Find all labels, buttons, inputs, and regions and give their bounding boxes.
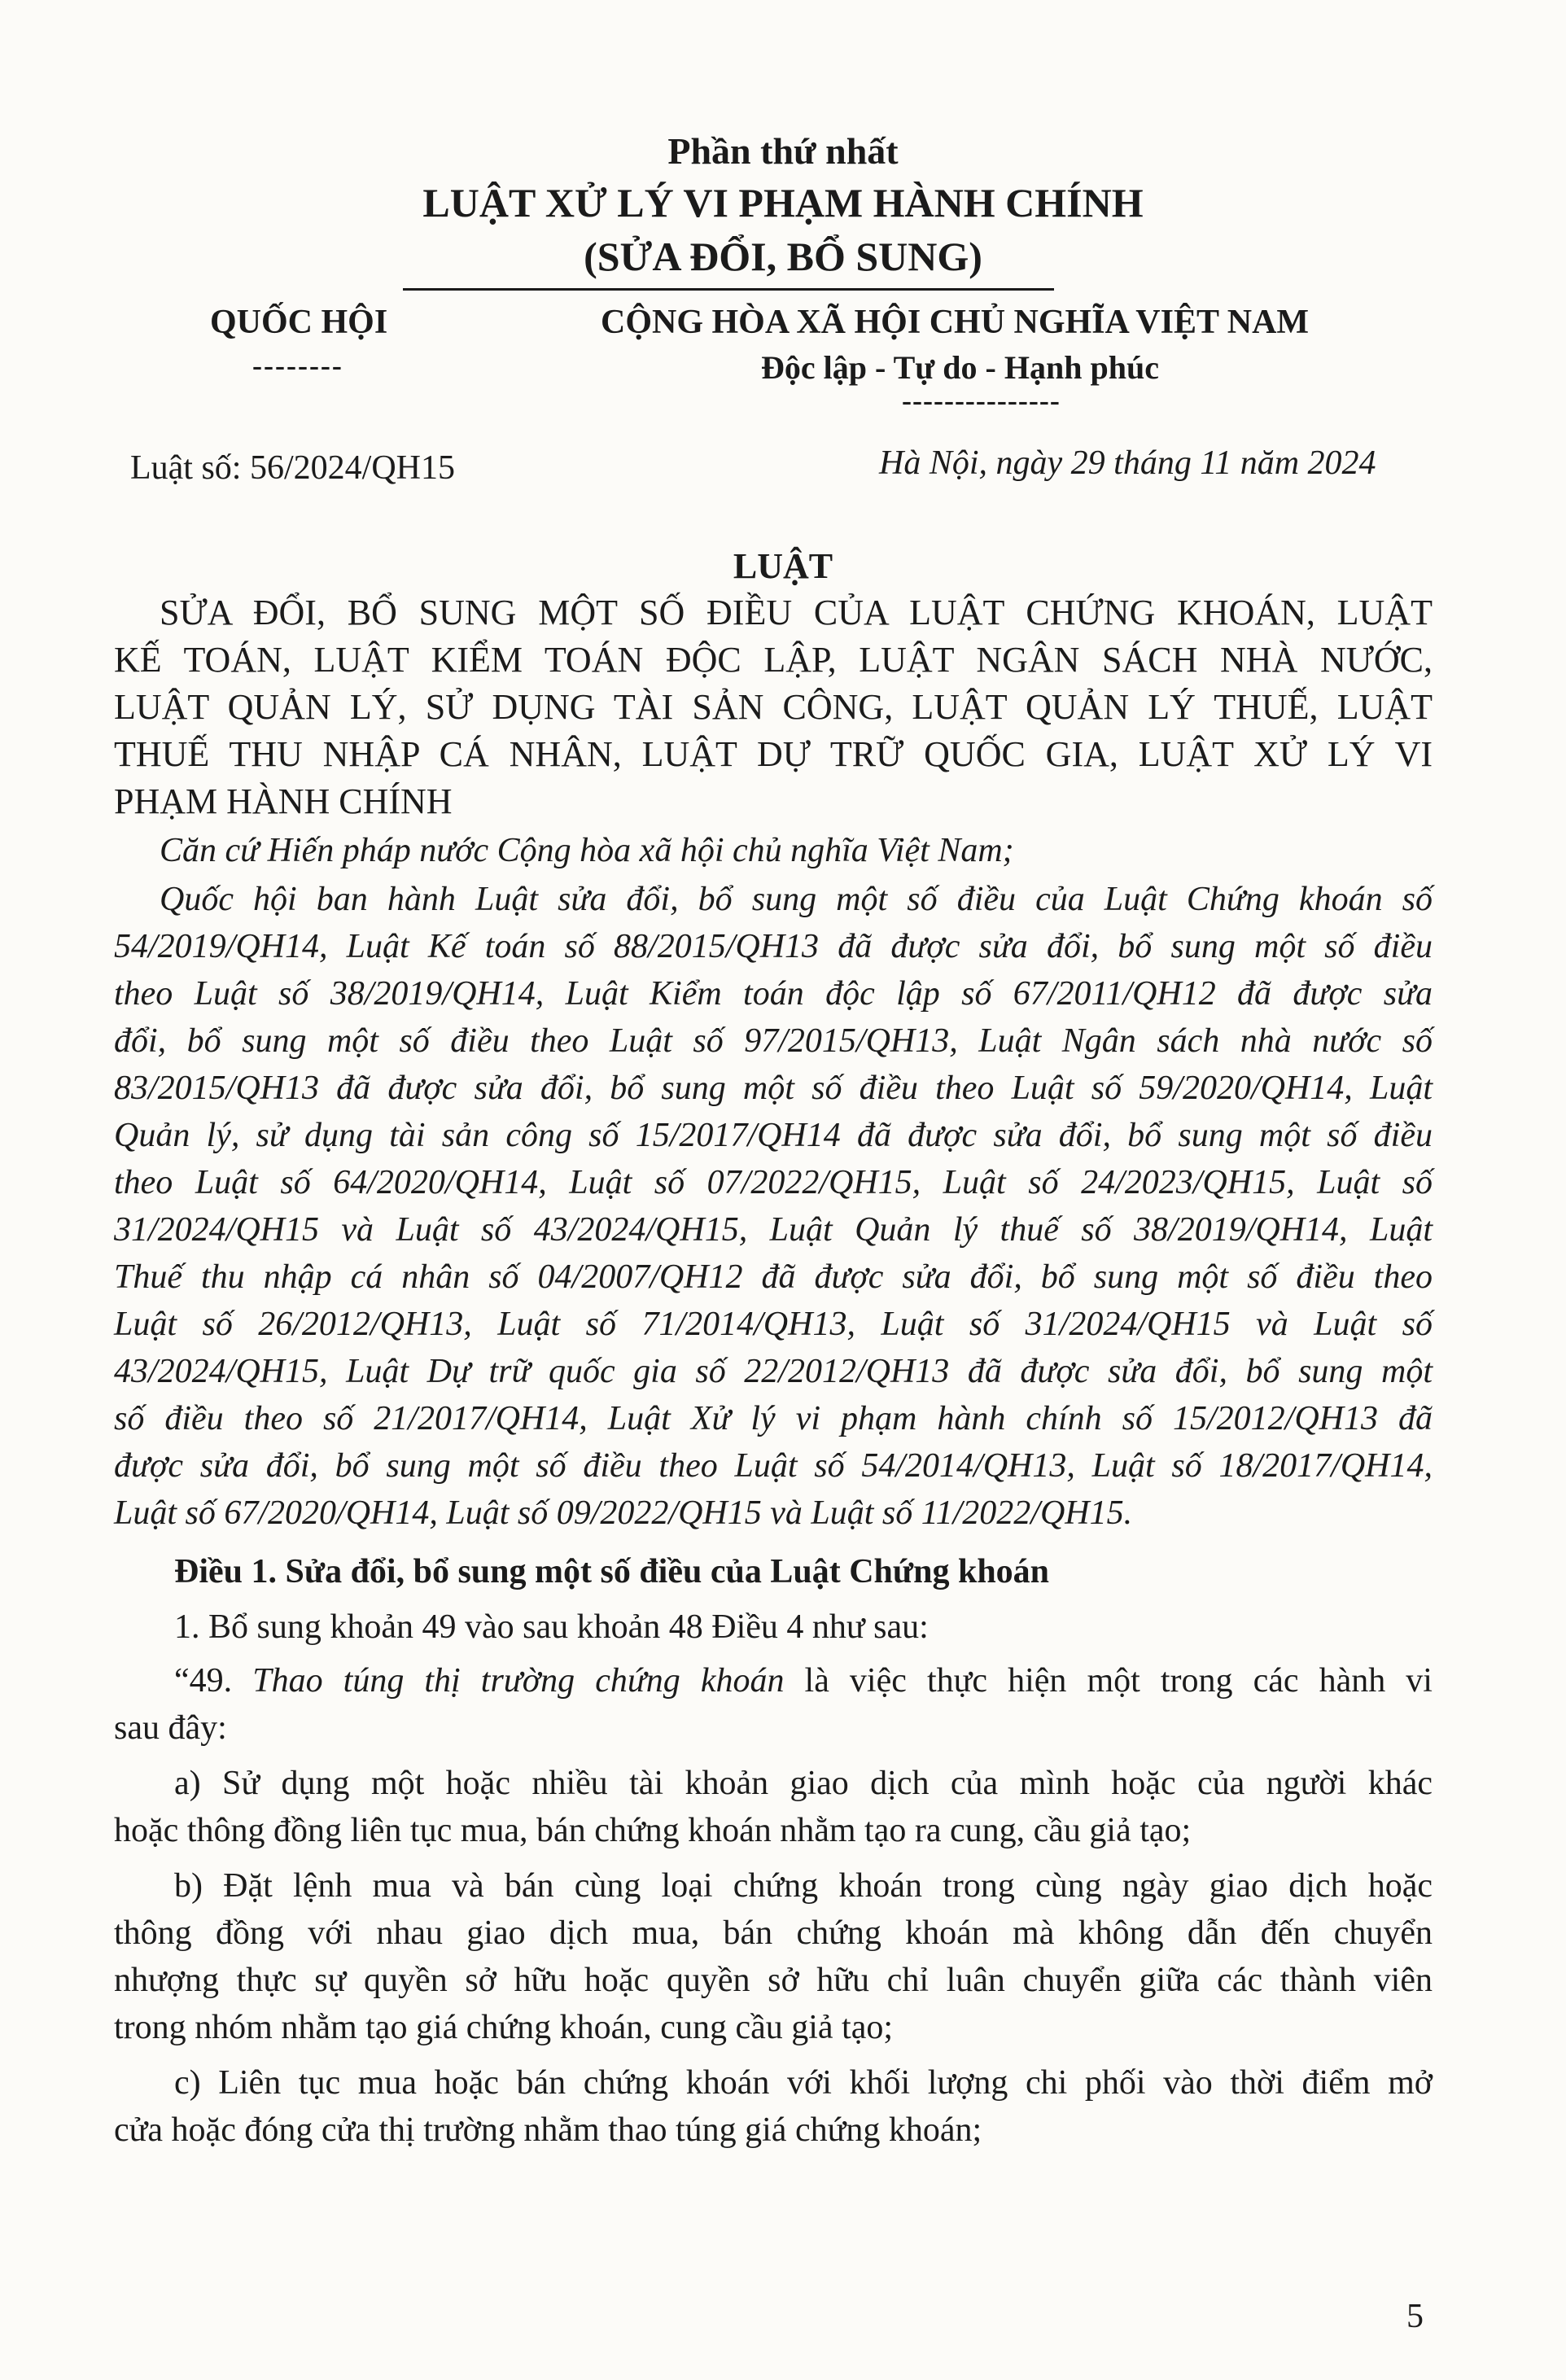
country-name: CỘNG HÒA XÃ HỘI CHỦ NGHĨA VIỆT NAM xyxy=(601,304,1310,341)
preamble-line: 31/2024/QH15 và Luật số 43/2024/QH15, Luật Quản lý thuế số 38/2019/QH14, Luật xyxy=(114,1211,1433,1249)
preamble-line: đổi, bổ sung một số điều theo Luật số 97/2015/QH13, Luật Ngân sách nhà nước số xyxy=(114,1022,1433,1060)
doc-type: LUẬT xyxy=(733,546,833,586)
doc-title-line: SỬA ĐỔI, BỔ SUNG MỘT SỐ ĐIỀU CỦA LUẬT CHỨNG KHOÁN, LUẬT xyxy=(160,593,1433,632)
point-a-line: a) Sử dụng một hoặc nhiều tài khoản giao dịch của mình hoặc của người khác xyxy=(174,1765,1433,1802)
preamble-basis: Căn cứ Hiến pháp nước Cộng hòa xã hội chủ nghĩa Việt Nam; xyxy=(160,832,1014,869)
law-title: LUẬT XỬ LÝ VI PHẠM HÀNH CHÍNH xyxy=(422,180,1144,225)
preamble-line: theo Luật số 38/2019/QH14, Luật Kiểm toán độc lập số 67/2011/QH12 đã được sửa xyxy=(114,975,1433,1013)
point-b-line: nhượng thực sự quyền sở hữu hoặc quyền sở hữu chỉ luân chuyển giữa các thành viên xyxy=(114,1962,1433,1999)
page-number: 5 xyxy=(1406,2298,1424,2335)
doc-title-line: PHẠM HÀNH CHÍNH xyxy=(114,781,453,821)
issuer-name: QUỐC HỘI xyxy=(210,304,388,341)
preamble-line: 83/2015/QH13 đã được sửa đổi, bổ sung một số điều theo Luật số 59/2020/QH14, Luật xyxy=(114,1070,1433,1107)
item-49-term: Thao túng thị trường chứng khoán xyxy=(252,1662,785,1700)
preamble-line: Thuế thu nhập cá nhân số 04/2007/QH12 đã được sửa đổi, bổ sung một số điều theo xyxy=(114,1258,1433,1296)
preamble-line: Quốc hội ban hành Luật sửa đổi, bổ sung một số điều của Luật Chứng khoán số xyxy=(160,881,1433,918)
doc-title-line: KẾ TOÁN, LUẬT KIỂM TOÁN ĐỘC LẬP, LUẬT NGÂN SÁCH NHÀ NƯỚC, xyxy=(114,640,1433,680)
preamble-line: 54/2019/QH14, Luật Kế toán số 88/2015/QH13 đã được sửa đổi, bổ sung một số điều xyxy=(114,928,1433,965)
item-49-cont: sau đây: xyxy=(114,1709,227,1747)
point-b-line: thông đồng với nhau giao dịch mua, bán chứng khoán mà không dẫn đến chuyển xyxy=(114,1914,1433,1952)
header-rule xyxy=(403,288,1054,291)
preamble-line: 43/2024/QH15, Luật Dự trữ quốc gia số 22/2012/QH13 đã được sửa đổi, bổ sung một xyxy=(114,1353,1433,1390)
preamble-line: Quản lý, sử dụng tài sản công số 15/2017/QH14 đã được sửa đổi, bổ sung một số điều xyxy=(114,1117,1433,1154)
item-49-prefix: “49. xyxy=(174,1662,253,1700)
point-a-line: hoặc thông đồng liên tục mua, bán chứng khoán nhằm tạo ra cung, cầu giả tạo; xyxy=(114,1812,1192,1849)
motto-rule: --------------- xyxy=(902,384,1061,417)
item-49-line xyxy=(174,1657,1433,1704)
issue-date: Hà Nội, ngày 29 tháng 11 năm 2024 xyxy=(879,444,1376,482)
part-heading: Phần thứ nhất xyxy=(667,130,899,172)
preamble-line: Luật số 67/2020/QH14, Luật số 09/2022/QH15 và Luật số 11/2022/QH15. xyxy=(114,1494,1133,1532)
preamble-line: theo Luật số 64/2020/QH14, Luật số 07/2022/QH15, Luật số 24/2023/QH15, Luật số xyxy=(114,1164,1433,1201)
law-subtitle: (SỬA ĐỔI, BỔ SUNG) xyxy=(584,234,982,279)
doc-title-line: THUẾ THU NHẬP CÁ NHÂN, LUẬT DỰ TRỮ QUỐC GIA, LUẬT XỬ LÝ VI xyxy=(114,734,1433,774)
point-b-line: b) Đặt lệnh mua và bán cùng loại chứng khoán trong cùng ngày giao dịch hoặc xyxy=(174,1867,1433,1905)
law-number: Luật số: 56/2024/QH15 xyxy=(130,449,455,487)
article-heading: Điều 1. Sửa đổi, bổ sung một số điều của Luật Chứng khoán xyxy=(174,1553,1050,1590)
national-motto: Độc lập - Tự do - Hạnh phúc xyxy=(761,349,1159,386)
preamble-line: Luật số 26/2012/QH13, Luật số 71/2014/QH13, Luật số 31/2024/QH15 và Luật số xyxy=(114,1306,1433,1343)
preamble-line: được sửa đổi, bổ sung một số điều theo Luật số 54/2014/QH13, Luật số 18/2017/QH14, xyxy=(114,1447,1433,1485)
clause-1: 1. Bổ sung khoản 49 vào sau khoản 48 Điều 4 như sau: xyxy=(174,1608,929,1646)
point-b-line: trong nhóm nhằm tạo giá chứng khoán, cung cầu giả tạo; xyxy=(114,2009,894,2046)
item-49-rest: là việc thực hiện một trong các hành vi xyxy=(784,1662,1433,1700)
issuer-rule: -------- xyxy=(252,349,343,382)
point-c-line: c) Liên tục mua hoặc bán chứng khoán với khối lượng chi phối vào thời điểm mở xyxy=(174,2064,1433,2102)
point-c-line: cửa hoặc đóng cửa thị trường nhằm thao túng giá chứng khoán; xyxy=(114,2111,982,2149)
preamble-line: số điều theo số 21/2017/QH14, Luật Xử lý vi phạm hành chính số 15/2012/QH13 đã xyxy=(114,1400,1433,1437)
doc-title-line: LUẬT QUẢN LÝ, SỬ DỤNG TÀI SẢN CÔNG, LUẬT QUẢN LÝ THUẾ, LUẬT xyxy=(114,687,1433,727)
